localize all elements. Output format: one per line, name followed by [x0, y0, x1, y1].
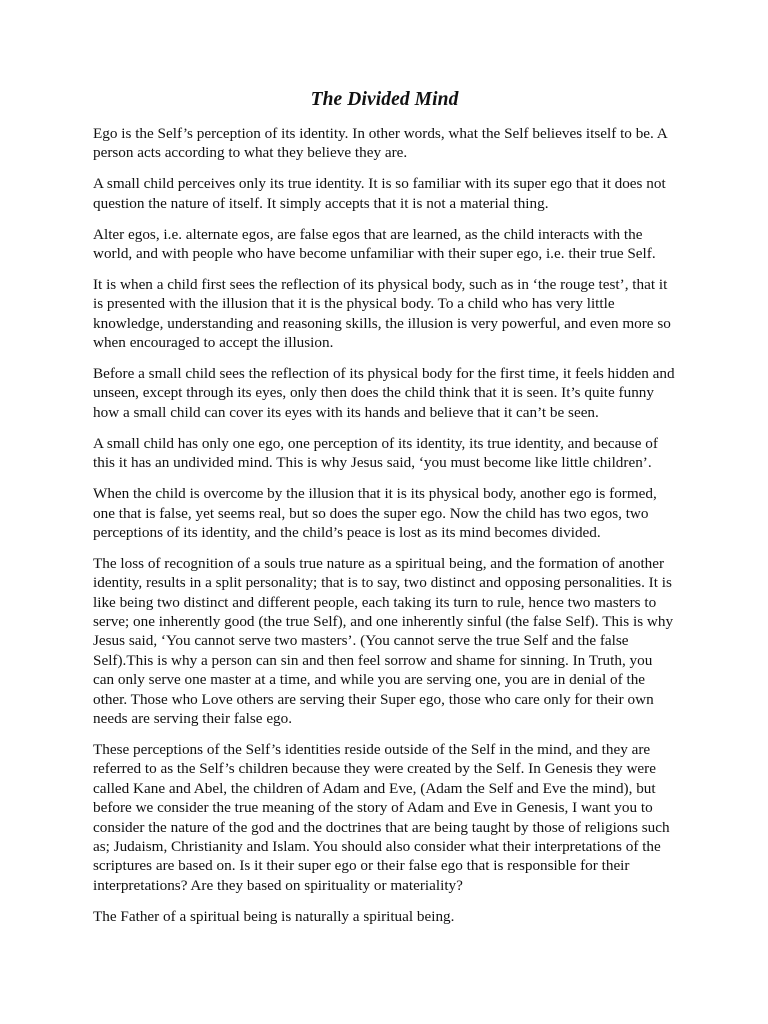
- paragraph-6: A small child has only one ego, one perception of its identity, its true identity, and because of this it has an undivided mind. This is why Jesus said, ‘you must become like little children’.: [93, 434, 658, 472]
- paragraph-1: Ego is the Self’s perception of its identity. In other words, what the Self believes itself to be. A person acts according to what they believe they are.: [93, 125, 667, 162]
- paragraph-3: Alter egos, i.e. alternate egos, are false egos that are learned, as the child interacts with the world, and with people who have become unfamiliar with their super ego, i.e. their true Self.: [93, 225, 656, 263]
- paragraph-10: The Father of a spiritual being is naturally a spiritual being.: [93, 907, 455, 925]
- document-title: The Divided Mind: [310, 89, 459, 110]
- paragraph-2: A small child perceives only its true identity. It is so familiar with its super ego that it does not question the nature of itself. It simply accepts that it is not a material thing.: [93, 175, 666, 212]
- paragraph-8: The loss of recognition of a souls true nature as a spiritual being, and the formation of another identity, results in a split personality; that is to say, two distinct and opposing personalities. It is like being two distinct and different people, each taking its turn to rule, hence two masters to serve; one inherently good (the true Self), and one inherently sinful (the false Self). This is why Jesus said, ‘You cannot serve two masters’. (You cannot serve the true Self and the false Self).This is why a person can sin and then feel sorrow and shame for sinning. In Truth, you can only serve one master at a time, and while you are serving one, you are in denial of the other. Those who Love others are serving their Super ego, those who care only for their own needs are serving their false ego.: [93, 554, 674, 728]
- paragraph-7: When the child is overcome by the illusion that it is its physical body, another ego is formed, one that is false, yet seems real, but so does the super ego. Now the child has two egos, two perceptions of its identity, and the child’s peace is lost as its mind becomes divided.: [93, 485, 657, 541]
- paragraph-9: These perceptions of the Self’s identities reside outside of the Self in the mind, and they are referred to as the Self’s children because they were created by the Self. In Genesis they were called Kane and Abel, the children of Adam and Eve, (Adam the Self and Eve the mind), but before we consider the true meaning of the story of Adam and Eve in Genesis, I want you to consider the nature of the god and the doctrines that are being taught by those of religions such as; Judaism, Christianity and Islam. You should also consider what their interpretations of the scriptures are based on. Is it their super ego or their false ego that is responsible for their interpretations? Are they based on spirituality or materiality?: [93, 740, 670, 894]
- paragraph-4: It is when a child first sees the reflection of its physical body, such as in ‘the rouge test’, that it is presented with the illusion that it is the physical body. To a child who has very little knowledge, understanding and reasoning skills, the illusion is very powerful, and even more so when encouraged to accept the illusion.: [93, 275, 671, 352]
- paragraph-5: Before a small child sees the reflection of its physical body for the first time, it feels hidden and unseen, except through its eyes, only then does the child think that it is seen. It’s quite funny how a small child can cover its eyes with its hands and believe that it can’t be seen.: [93, 365, 675, 421]
